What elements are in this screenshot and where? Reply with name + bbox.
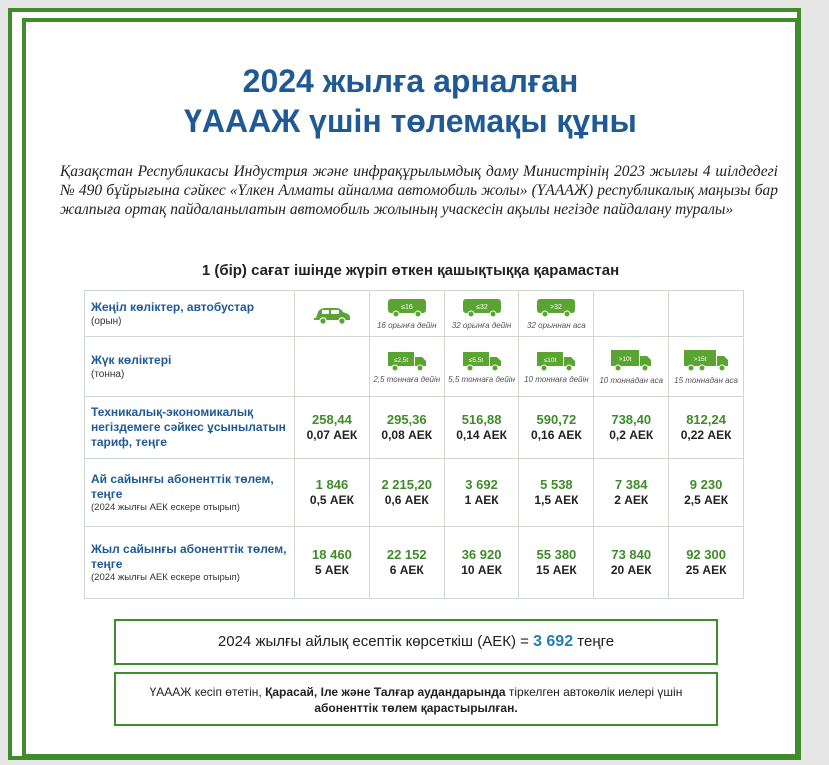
value-main: 36 920 xyxy=(461,547,502,562)
value-cell xyxy=(519,397,594,459)
value-aek: 0,6 АЕК xyxy=(384,493,429,507)
truck-icon-text: >15t xyxy=(693,355,707,363)
tariff-table xyxy=(84,290,744,599)
value-aek: 2,5 АЕК xyxy=(684,493,729,507)
eligibility-box xyxy=(114,672,718,726)
value-cell xyxy=(669,397,744,459)
truck-caption-4: 10 тоннадан аса xyxy=(599,375,664,385)
value-cell xyxy=(594,527,669,599)
value-main: 738,40 xyxy=(611,412,652,427)
table-row-trucks xyxy=(85,337,744,397)
bus-icon-text: ≤16 xyxy=(400,303,413,311)
truck-icon-text: ≤2,5t xyxy=(393,356,408,364)
bus-icon-cell-3 xyxy=(519,291,594,337)
trucks-sublabel: (тонна) xyxy=(91,368,125,380)
value-aek: 20 АЕК xyxy=(610,563,652,577)
car-icon xyxy=(312,302,352,326)
value-aek: 0,16 АЕК xyxy=(531,428,582,442)
truck-icon-cell-5 xyxy=(669,337,744,397)
truck-icon xyxy=(682,348,730,374)
car-icon-cell xyxy=(295,291,370,337)
eligibility-districts: Қарасай, Іле және Талғар аудандарында xyxy=(265,685,506,699)
table-row-monthly xyxy=(85,459,744,527)
empty-cell xyxy=(669,291,744,337)
yearly-label: Жыл сайынғы абоненттік төлем, теңге xyxy=(91,541,287,571)
value-main: 7 384 xyxy=(614,477,648,492)
mci-prefix: 2024 жылғы айлық есептік көрсеткіш (АЕК) = xyxy=(217,633,529,650)
value-aek: 0,22 АЕК xyxy=(680,428,732,442)
value-main: 9 230 xyxy=(689,477,723,492)
poster-content xyxy=(26,22,795,754)
value-aek: 0,07 АЕК xyxy=(306,428,358,442)
bus-caption-1: 16 орынға дейін xyxy=(376,320,437,330)
value-main: 5 538 xyxy=(540,477,573,492)
truck-icon-cell-2 xyxy=(444,337,519,397)
value-cell xyxy=(444,397,519,459)
intro-paragraph: Қазақстан Республикасы Индустрия және инфрақұрылымдық даму Министрінің 2023 жылғы 4 шілдедегі № 490 бұйрығына сәйкес «Үлкен Алматы айналма автомобиль жолы» (ҮАААЖ) республикалық маңызы бар жалпыға ортақ пайдаланылатын автомобиль жолының учаскесін ақылы негізде пайдалану туралы» xyxy=(60,163,778,218)
cars-label: Жеңіл көліктер, автобустар xyxy=(91,299,255,314)
value-cell xyxy=(594,459,669,527)
title-line-2: ҮАААЖ үшін төлемақы құны xyxy=(184,103,637,139)
value-aek: 25 АЕК xyxy=(685,563,727,577)
value-aek: 0,08 АЕК xyxy=(381,428,433,442)
value-aek: 15 АЕК xyxy=(536,563,577,577)
truck-icon-cell-3 xyxy=(519,337,594,397)
truck-caption-5: 15 тоннадан аса xyxy=(674,375,738,385)
value-cell xyxy=(295,527,370,599)
value-aek: 0,14 АЕК xyxy=(456,428,507,442)
value-main: 590,72 xyxy=(536,412,577,427)
row-label-yearly xyxy=(85,527,295,599)
empty-cell xyxy=(295,337,370,397)
monthly-note: (2024 жылғы АЕК ескере отырып) xyxy=(91,501,240,513)
value-main: 18 460 xyxy=(312,547,352,562)
row-label-cars xyxy=(85,291,295,337)
value-aek: 10 АЕК xyxy=(461,563,502,577)
bus-icon-text: ≤32 xyxy=(475,303,488,311)
truck-icon xyxy=(386,349,428,373)
truck-caption-2: 5,5 тоннаға дейін xyxy=(448,374,515,384)
eligibility-text-2: тіркелген автокөлік иелері үшін xyxy=(508,685,683,699)
bus-caption-2: 32 орынға дейін xyxy=(451,320,512,330)
value-cell xyxy=(519,527,594,599)
value-cell xyxy=(369,459,444,527)
truck-icon-cell-1 xyxy=(369,337,444,397)
value-aek: 0,5 АЕК xyxy=(309,493,354,507)
value-main: 92 300 xyxy=(686,547,726,562)
value-cell xyxy=(519,459,594,527)
value-main: 1 846 xyxy=(315,477,349,492)
value-cell xyxy=(669,459,744,527)
bus-icon xyxy=(535,297,577,319)
subheading: 1 (бір) сағат ішінде жүріп өткен қашықтыққа қарамастан xyxy=(201,262,620,279)
value-cell xyxy=(444,527,519,599)
truck-icon xyxy=(461,349,503,373)
mci-suffix: теңге xyxy=(577,633,615,650)
bus-caption-3: 32 орыннан аса xyxy=(527,320,586,330)
value-main: 73 840 xyxy=(611,547,652,562)
table-row-tariff xyxy=(85,397,744,459)
monthly-label: Ай сайынғы абоненттік төлем, теңге xyxy=(91,471,274,501)
row-label-tariff xyxy=(85,397,295,459)
value-main: 516,88 xyxy=(461,412,502,427)
truck-icon xyxy=(609,348,653,374)
bus-icon-text: >32 xyxy=(550,303,563,311)
truck-icon-text: >10t xyxy=(618,355,632,363)
value-main: 55 380 xyxy=(536,547,577,562)
value-aek: 1 АЕК xyxy=(464,493,499,507)
value-aek: 6 АЕК xyxy=(389,563,424,577)
value-cell xyxy=(594,397,669,459)
mci-value: 3 692 xyxy=(533,633,574,650)
value-cell xyxy=(295,459,370,527)
value-aek: 5 АЕК xyxy=(314,563,349,577)
bus-icon xyxy=(386,297,428,319)
row-label-trucks xyxy=(85,337,295,397)
value-main: 2 215,20 xyxy=(381,477,433,492)
row-label-monthly xyxy=(85,459,295,527)
bus-icon-cell-2 xyxy=(444,291,519,337)
value-aek: 1,5 АЕК xyxy=(534,493,579,507)
table-row-cars xyxy=(85,291,744,337)
trucks-label: Жүк көліктері xyxy=(91,352,172,367)
value-main: 812,24 xyxy=(686,412,726,427)
bus-icon xyxy=(461,297,503,319)
tariff-label: Техникалық-экономикалық негіздемеге сәйкес ұсынылатын тариф, теңге xyxy=(91,405,286,449)
value-main: 295,36 xyxy=(386,412,427,427)
truck-caption-1: 2,5 тоннаға дейін xyxy=(373,374,441,384)
title-line-1: 2024 жылға арналған xyxy=(242,63,579,99)
value-main: 258,44 xyxy=(312,412,352,427)
truck-icon xyxy=(535,349,577,373)
eligibility-text-1: ҮАААЖ кесіп өтетін, xyxy=(149,685,262,699)
truck-icon-text: ≤5,5t xyxy=(468,356,483,364)
cars-sublabel: (орын) xyxy=(91,315,122,327)
value-cell xyxy=(369,527,444,599)
value-aek: 0,2 АЕК xyxy=(609,428,654,442)
value-cell xyxy=(444,459,519,527)
bus-icon-cell-1 xyxy=(369,291,444,337)
yearly-note: (2024 жылғы АЕК ескере отырып) xyxy=(91,571,240,583)
eligibility-conclusion: абоненттік төлем қарастырылған. xyxy=(314,701,518,715)
empty-cell xyxy=(594,291,669,337)
table-row-yearly xyxy=(85,527,744,599)
truck-icon-cell-4 xyxy=(594,337,669,397)
truck-icon-text: ≤10t xyxy=(544,356,557,364)
value-main: 22 152 xyxy=(386,547,427,562)
truck-caption-3: 10 тоннаға дейін xyxy=(524,374,589,384)
value-cell xyxy=(369,397,444,459)
value-cell xyxy=(295,397,370,459)
mci-box xyxy=(114,619,718,665)
value-aek: 2 АЕК xyxy=(614,493,649,507)
value-cell xyxy=(669,527,744,599)
value-main: 3 692 xyxy=(465,477,498,492)
